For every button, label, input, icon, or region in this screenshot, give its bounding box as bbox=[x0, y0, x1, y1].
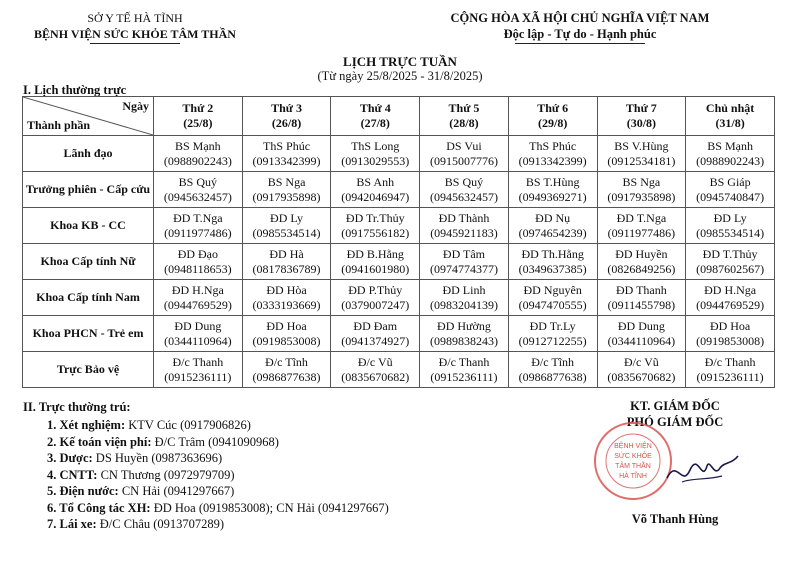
duty-cell bbox=[420, 316, 509, 352]
table-row bbox=[23, 316, 775, 352]
staff-phone: (0944769529) bbox=[696, 297, 765, 312]
resident-duty-list bbox=[47, 417, 389, 533]
staff-name: ĐD T.Thủy bbox=[702, 246, 758, 261]
staff-name: Đ/c Tĩnh bbox=[265, 354, 308, 369]
staff-name: ĐD Thành bbox=[438, 210, 490, 225]
duty-cell bbox=[331, 172, 420, 208]
staff-phone: (0985534514) bbox=[252, 225, 321, 240]
duty-cell bbox=[508, 208, 597, 244]
staff-phone: (0986877638) bbox=[252, 369, 321, 384]
staff-phone: (0911977486) bbox=[607, 225, 676, 240]
header-left bbox=[0, 10, 270, 44]
duty-cell bbox=[686, 316, 775, 352]
staff-phone: (0941374927) bbox=[341, 333, 410, 348]
duty-cell bbox=[420, 280, 509, 316]
staff-name: ĐD B.Hằng bbox=[346, 246, 404, 261]
duty-cell bbox=[154, 244, 243, 280]
svg-text:BỆNH VIỆN: BỆNH VIỆN bbox=[614, 443, 652, 450]
department-cell: Khoa PHCN - Trẻ em bbox=[23, 316, 154, 352]
duty-cell bbox=[686, 136, 775, 172]
staff-name: ĐD Hòa bbox=[266, 282, 307, 297]
staff-phone: (0985534514) bbox=[696, 225, 765, 240]
table-row bbox=[23, 280, 775, 316]
duty-cell bbox=[420, 352, 509, 388]
department-cell: Trưởng phiên - Cấp cứu bbox=[23, 172, 154, 208]
staff-name: Đ/c Tĩnh bbox=[531, 354, 575, 369]
staff-phone: (0945740847) bbox=[696, 189, 765, 204]
staff-name: ĐD Huyền bbox=[615, 246, 668, 261]
staff-name: ĐD T.Nga bbox=[173, 210, 223, 225]
staff-phone: (0988902243) bbox=[163, 153, 232, 168]
staff-phone: (0919853008) bbox=[696, 333, 765, 348]
duty-item: 4. CNTT: CN Thương (0972979709) bbox=[47, 467, 235, 482]
duty-cell bbox=[242, 244, 331, 280]
staff-phone: (0826849256) bbox=[607, 261, 676, 276]
duty-cell bbox=[597, 136, 686, 172]
department-cell: Lãnh đạo bbox=[23, 136, 154, 172]
duty-cell bbox=[597, 172, 686, 208]
staff-phone: (0945632457) bbox=[429, 189, 498, 204]
table-row bbox=[23, 172, 775, 208]
department-cell: Khoa Cấp tính Nữ bbox=[23, 244, 154, 280]
duty-cell bbox=[154, 172, 243, 208]
staff-phone: (0974654239) bbox=[518, 225, 587, 240]
staff-phone: (0947470555) bbox=[518, 297, 587, 312]
duty-item: 2. Kế toán viện phí: Đ/C Trâm (0941090968) bbox=[47, 434, 279, 449]
corner-day-label: Ngày bbox=[122, 99, 149, 113]
staff-phone: (0989838243) bbox=[429, 333, 498, 348]
duty-cell bbox=[242, 172, 331, 208]
staff-name: ĐD Đam bbox=[353, 318, 398, 333]
staff-name: Đ/c Thanh bbox=[172, 354, 224, 369]
staff-phone: (0945921183) bbox=[430, 225, 498, 240]
staff-phone: (0919853008) bbox=[252, 333, 321, 348]
svg-text:TÂM THẦN: TÂM THẦN bbox=[615, 463, 651, 470]
staff-name: ĐD Hoa bbox=[709, 318, 751, 333]
day-header: Thứ 2 (25/8) bbox=[154, 97, 243, 136]
duty-cell bbox=[154, 316, 243, 352]
duty-cell bbox=[331, 352, 420, 388]
staff-phone: (0949369271) bbox=[518, 189, 587, 204]
staff-name: Đ/c Thanh bbox=[438, 354, 490, 369]
duty-cell bbox=[242, 352, 331, 388]
duty-cell bbox=[508, 244, 597, 280]
duty-item: 5. Điện nước: CN Hải (0941297667) bbox=[47, 484, 235, 498]
duty-cell bbox=[242, 280, 331, 316]
duty-cell bbox=[331, 244, 420, 280]
department-cell: Trực Bảo vệ bbox=[23, 352, 154, 388]
duty-cell bbox=[331, 136, 420, 172]
duty-cell bbox=[154, 352, 243, 388]
staff-phone: (0917935898) bbox=[252, 189, 321, 204]
corner-header bbox=[23, 97, 154, 136]
duty-item: 7. Lái xe: Đ/C Châu (0913707289) bbox=[47, 517, 225, 531]
duty-cell bbox=[154, 136, 243, 172]
duty-cell bbox=[420, 172, 509, 208]
staff-phone: (0944769529) bbox=[163, 297, 232, 312]
duty-cell bbox=[686, 352, 775, 388]
motto: Độc lập - Tự do - Hạnh phúc bbox=[503, 27, 657, 41]
duty-cell bbox=[508, 172, 597, 208]
staff-name: ĐD P.Thủy bbox=[348, 282, 403, 297]
staff-name: ĐD H.Nga bbox=[171, 282, 224, 297]
staff-name: BS Mạnh bbox=[707, 138, 753, 153]
staff-phone: (0379007247) bbox=[341, 297, 410, 312]
staff-name: BS Giáp bbox=[709, 174, 751, 189]
duty-cell bbox=[420, 136, 509, 172]
staff-name: ĐD Hường bbox=[437, 318, 491, 333]
duty-cell bbox=[154, 280, 243, 316]
staff-name: ThS Phúc bbox=[263, 138, 311, 153]
day-header: Thứ 6 (29/8) bbox=[508, 97, 597, 136]
table-header-row bbox=[23, 97, 775, 136]
duty-item: 1. Xét nghiệm: KTV Cúc (0917906826) bbox=[47, 418, 251, 432]
staff-name: ĐD Hà bbox=[269, 246, 304, 261]
duty-cell bbox=[242, 136, 331, 172]
staff-phone: (0945632457) bbox=[163, 189, 232, 204]
staff-phone: (0911455798) bbox=[607, 297, 676, 312]
department-cell: Khoa Cấp tính Nam bbox=[23, 280, 154, 316]
duty-cell bbox=[686, 172, 775, 208]
staff-phone: (0913342399) bbox=[518, 153, 587, 168]
staff-name: ĐD T.Nga bbox=[616, 210, 667, 225]
duty-cell bbox=[597, 244, 686, 280]
duty-cell bbox=[597, 280, 686, 316]
org-name: SỞ Y TẾ HÀ TĨNH bbox=[87, 11, 183, 25]
table-row bbox=[23, 136, 775, 172]
signature-line2: PHÓ GIÁM ĐỐC bbox=[626, 415, 724, 429]
staff-name: ĐD Dung bbox=[617, 318, 665, 333]
duty-cell bbox=[508, 280, 597, 316]
duty-cell bbox=[597, 208, 686, 244]
day-header: Thứ 4 (27/8) bbox=[331, 97, 420, 136]
svg-text:SỨC KHỎE: SỨC KHỎE bbox=[614, 453, 652, 460]
staff-name: BS V.Hùng bbox=[614, 138, 669, 153]
header-right-rule bbox=[515, 43, 645, 44]
corner-member-label: Thành phần bbox=[27, 118, 91, 132]
handwritten-signature bbox=[662, 448, 742, 498]
header-left-rule bbox=[90, 43, 180, 44]
duty-cell bbox=[508, 136, 597, 172]
staff-phone: (0915236111) bbox=[696, 369, 764, 384]
header-right bbox=[420, 10, 740, 44]
svg-text:HÀ TĨNH: HÀ TĨNH bbox=[619, 473, 647, 480]
table-row bbox=[23, 352, 775, 388]
staff-name: ThS Phúc bbox=[529, 138, 577, 153]
staff-name: BS T.Hùng bbox=[525, 174, 580, 189]
day-header: Thứ 3 (26/8) bbox=[242, 97, 331, 136]
staff-phone: (0941601980) bbox=[341, 261, 410, 276]
staff-phone: (0333193669) bbox=[252, 297, 321, 312]
duty-cell bbox=[686, 208, 775, 244]
staff-phone: (0911977486) bbox=[164, 225, 232, 240]
staff-phone: (0948118653) bbox=[164, 261, 232, 276]
staff-name: ĐD Ly bbox=[270, 210, 304, 225]
staff-name: Đ/c Vũ bbox=[357, 354, 393, 369]
staff-name: BS Quý bbox=[178, 174, 218, 189]
staff-phone: (0913029553) bbox=[341, 153, 410, 168]
staff-phone: (0983204139) bbox=[429, 297, 498, 312]
staff-name: ĐD Tr.Ly bbox=[529, 318, 576, 333]
staff-phone: (0835670682) bbox=[341, 369, 410, 384]
staff-name: BS Anh bbox=[356, 174, 395, 189]
document-subtitle: (Từ ngày 25/8/2025 - 31/8/2025) bbox=[317, 69, 483, 83]
day-header: Thứ 7 (30/8) bbox=[597, 97, 686, 136]
staff-name: BS Nga bbox=[267, 174, 306, 189]
duty-cell bbox=[597, 352, 686, 388]
staff-name: ĐD Tâm bbox=[442, 246, 486, 261]
staff-name: ĐD Nụ bbox=[535, 210, 571, 225]
staff-name: ĐD H.Nga bbox=[704, 282, 757, 297]
staff-name: ĐD Thanh bbox=[615, 282, 667, 297]
staff-phone: (0817836789) bbox=[252, 261, 321, 276]
duty-cell bbox=[331, 208, 420, 244]
staff-phone: (0912712255) bbox=[518, 333, 587, 348]
document-title: LỊCH TRỰC TUẦN bbox=[343, 54, 457, 69]
duty-cell bbox=[597, 316, 686, 352]
staff-name: ĐD Đạo bbox=[177, 246, 219, 261]
staff-name: Đ/c Vũ bbox=[623, 354, 659, 369]
staff-phone: (0974774377) bbox=[429, 261, 498, 276]
staff-phone: (0917556182) bbox=[341, 225, 410, 240]
staff-name: ĐD Tr.Thủy bbox=[345, 210, 405, 225]
staff-phone: (0344110964) bbox=[164, 333, 232, 348]
staff-phone: (0942046947) bbox=[341, 189, 410, 204]
hospital-name: BỆNH VIỆN SỨC KHỎE TÂM THẦN bbox=[34, 27, 236, 41]
staff-name: BS Quý bbox=[444, 174, 484, 189]
day-header: Thứ 5 (28/8) bbox=[420, 97, 509, 136]
table-row bbox=[23, 208, 775, 244]
staff-phone: (0913342399) bbox=[252, 153, 321, 168]
signer-name: Võ Thanh Hùng bbox=[631, 512, 719, 526]
table-row bbox=[23, 244, 775, 280]
staff-phone: (0915236111) bbox=[164, 369, 232, 384]
duty-cell bbox=[331, 280, 420, 316]
section2-heading: II. Trực thường trú: bbox=[23, 400, 131, 414]
duty-cell bbox=[686, 280, 775, 316]
staff-phone: (0915236111) bbox=[430, 369, 498, 384]
duty-cell bbox=[242, 208, 331, 244]
duty-cell bbox=[242, 316, 331, 352]
day-header: Chủ nhật (31/8) bbox=[686, 97, 775, 136]
duty-cell bbox=[686, 244, 775, 280]
staff-phone: (0344110964) bbox=[607, 333, 676, 348]
duty-item: 3. Dược: DS Huyền (0987363696) bbox=[47, 451, 223, 465]
department-cell: Khoa KB - CC bbox=[23, 208, 154, 244]
duty-cell bbox=[420, 208, 509, 244]
staff-name: ĐD Ly bbox=[713, 210, 747, 225]
staff-name: ĐD Th.Hằng bbox=[521, 246, 584, 261]
duty-cell bbox=[331, 316, 420, 352]
staff-name: ĐD Nguyên bbox=[523, 282, 582, 297]
schedule-table bbox=[22, 96, 775, 388]
staff-name: DS Vui bbox=[446, 138, 482, 153]
staff-phone: (0988902243) bbox=[696, 153, 765, 168]
staff-phone: (0835670682) bbox=[607, 369, 676, 384]
staff-phone: (0915007776) bbox=[429, 153, 498, 168]
staff-phone: (0987602567) bbox=[696, 261, 765, 276]
staff-name: BS Nga bbox=[622, 174, 661, 189]
staff-name: ĐD Hoa bbox=[266, 318, 307, 333]
staff-phone: (0912534181) bbox=[607, 153, 676, 168]
duty-cell bbox=[508, 352, 597, 388]
staff-name: ThS Long bbox=[351, 138, 400, 153]
signature-line1: KT. GIÁM ĐỐC bbox=[630, 399, 720, 413]
duty-cell bbox=[508, 316, 597, 352]
staff-phone: (0986877638) bbox=[518, 369, 587, 384]
duty-cell bbox=[154, 208, 243, 244]
staff-name: ĐD Dung bbox=[174, 318, 222, 333]
staff-phone: (0917935898) bbox=[607, 189, 676, 204]
duty-cell bbox=[420, 244, 509, 280]
staff-name: Đ/c Thanh bbox=[704, 354, 756, 369]
staff-phone: (0349637385) bbox=[518, 261, 587, 276]
nation-title: CỘNG HÒA XÃ HỘI CHỦ NGHĨA VIỆT NAM bbox=[450, 11, 710, 25]
duty-item: 6. Tổ Công tác XH: ĐD Hoa (0919853008); CN Hải (0941297667) bbox=[47, 500, 389, 515]
staff-name: BS Mạnh bbox=[175, 138, 221, 153]
staff-name: ĐD Linh bbox=[442, 282, 486, 297]
section1-heading: I. Lịch thường trực bbox=[23, 83, 127, 97]
